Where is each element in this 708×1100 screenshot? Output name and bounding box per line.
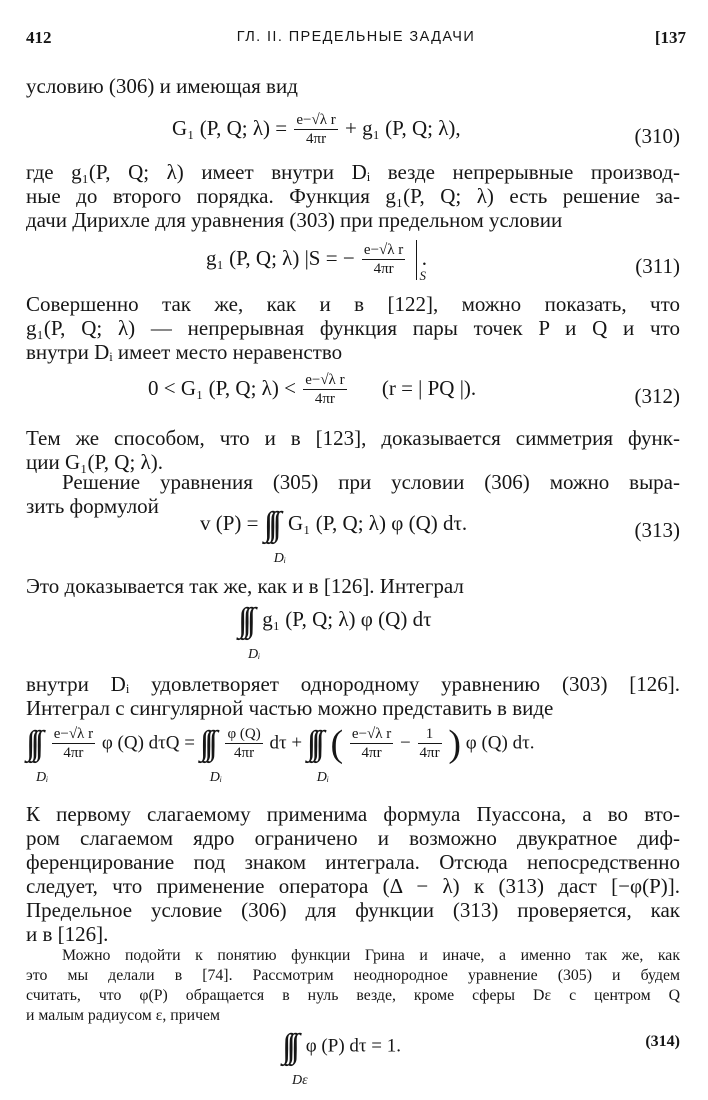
fraction-numerator: 1 <box>425 726 434 742</box>
text-line: следует, что применение оператора (Δ − λ) к (313) даст [−φ(P)]. <box>26 874 680 898</box>
fraction-denominator: 4πr <box>350 743 393 762</box>
fraction-numerator: φ (Q) <box>227 726 261 742</box>
fraction-denominator: 4πr <box>419 745 440 761</box>
term-tail: dτ + <box>269 732 303 754</box>
fraction <box>350 726 393 762</box>
eq-lhs: g₁ (P, Q; λ) |S = − <box>206 245 355 270</box>
text-line: зить формулой <box>26 494 159 518</box>
triple-integral-sign: ∫∫∫ Dᵢ <box>26 727 39 761</box>
equation-312 <box>148 372 476 408</box>
eq-tail: . <box>421 245 428 270</box>
left-paren: ( <box>330 723 344 765</box>
small-text-line: Можно подойти к понятию функции Грина и иначе, а именно так же, как <box>62 947 680 964</box>
text-line: условию (306) и имеющая вид <box>26 74 298 98</box>
fraction <box>362 242 405 278</box>
text-line: внутри Dᵢ удовлетворяет однородному уравнению (303) [126]. <box>26 672 680 696</box>
eq-lhs: v (P) = <box>200 510 259 535</box>
text-line: ференцирование под знаком интеграла. Отсюда непосредственно <box>26 850 680 874</box>
equation-number: (314) <box>645 1033 680 1050</box>
triple-integral-sign: ∫∫∫ Dᵢ <box>307 727 320 761</box>
text-line: Интеграл с сингулярной частью можно представить в виде <box>26 696 554 720</box>
integral-g1 <box>238 602 432 662</box>
running-header <box>26 28 686 50</box>
triple-integral-sign: ∫∫∫ Dᵢ <box>200 727 213 761</box>
fraction-denominator: 4πr <box>52 743 95 762</box>
integrand: g₁ (P, Q; λ) φ (Q) dτ <box>262 606 432 631</box>
fraction-numerator: e−√λ r <box>296 112 336 128</box>
integration-domain: Dᵢ <box>248 647 261 662</box>
text-line: К первому слагаемому применима формула Пуассона, а во вто- <box>26 802 680 826</box>
text-line: Тем же способом, что и в [123], доказывается симметрия функ- <box>26 426 680 450</box>
equation-number: (310) <box>634 124 680 148</box>
equation-number: (312) <box>634 384 680 408</box>
integration-domain: Dᵢ <box>316 770 330 785</box>
text-line: ные до второго порядка. Функция g₁(P, Q; λ) есть решение за- <box>26 184 680 208</box>
equation-314 <box>282 1028 401 1088</box>
page-number: 412 <box>26 28 52 47</box>
equation-number: (313) <box>634 518 680 542</box>
fraction-denominator: 4πr <box>225 743 262 762</box>
fraction-numerator: e−√λ r <box>305 372 345 388</box>
eq-lhs: G₁ (P, Q; λ) = <box>172 115 288 140</box>
text-line: Это доказывается так же, как и в [126]. Интеграл <box>26 574 464 598</box>
integrand: φ (P) dτ = 1. <box>305 1035 401 1057</box>
small-text-line: это мы делали в [74]. Рассмотрим неоднородное уравнение (305) и будем <box>26 967 680 984</box>
fraction-numerator: e−√λ r <box>351 726 392 742</box>
equation-313 <box>200 506 468 566</box>
integration-domain: Dᵢ <box>36 770 49 785</box>
triple-integral-sign: ∫∫∫ Dε <box>282 1030 295 1064</box>
equation-311 <box>206 240 428 283</box>
equation-number: (311) <box>635 254 680 278</box>
eq-lhs: 0 < G₁ (P, Q; λ) < <box>148 375 296 400</box>
fraction-numerator: e−√λ r <box>363 242 404 258</box>
integrand: G₁ (P, Q; λ) φ (Q) dτ. <box>287 510 468 535</box>
integration-domain: Dε <box>292 1073 308 1088</box>
text-line: и в [126]. <box>26 922 109 946</box>
text-line: g₁(P, Q; λ) — непрерывная функция пары точек P и Q и что <box>26 316 680 340</box>
eq-rhs: + g₁ (P, Q; λ), <box>344 115 461 140</box>
equation-310 <box>172 112 461 148</box>
text-line: где g₁(P, Q; λ) имеет внутри Dᵢ везде непрерывные производ- <box>26 160 680 184</box>
chapter-title: ГЛ. II. ПРЕДЕЛЬНЫЕ ЗАДАЧИ <box>236 29 476 45</box>
fraction-denominator: 4πr <box>303 389 346 408</box>
section-number: [137 <box>654 28 686 47</box>
triple-integral-sign: ∫∫∫ Dᵢ <box>264 508 277 542</box>
term-tail: φ (Q) dτ. <box>465 732 535 754</box>
eq-condition: (r = | PQ |). <box>381 375 477 400</box>
fraction-denominator: 4πr <box>362 259 405 278</box>
fraction <box>418 726 442 762</box>
fraction-numerator: e−√λ r <box>53 726 94 742</box>
term-tail: φ (Q) dτQ = <box>101 732 195 754</box>
evaluation-bar <box>416 240 427 283</box>
equation-singular-part <box>26 723 535 785</box>
fraction-denominator: 4πr <box>294 129 337 148</box>
integration-domain: Dᵢ <box>209 770 223 785</box>
fraction <box>294 112 337 148</box>
text-line: ции G₁(P, Q; λ). <box>26 450 163 474</box>
text-line: дачи Дирихле для уравнения (303) при предельном условии <box>26 208 563 232</box>
fraction <box>303 372 346 408</box>
integration-domain: Dᵢ <box>273 551 287 566</box>
text-line: Решение уравнения (305) при условии (306) можно выра- <box>62 470 680 494</box>
small-text-line: и малым радиусом ε, причем <box>26 1007 221 1024</box>
small-text-line: считать, что φ(P) обращается в нуль везде, кроме сферы Dε с центром Q <box>26 987 680 1004</box>
text-line: внутри Dᵢ имеет место неравенство <box>26 340 343 364</box>
text-line: ром слагаемом ядро ограничено и возможно двукратное диф- <box>26 826 680 850</box>
text-line: Предельное условие (306) для функции (313) проверяется, как <box>26 898 680 922</box>
minus-sign: − <box>400 732 411 754</box>
bar-subscript: S <box>419 268 427 283</box>
fraction <box>52 726 95 762</box>
fraction <box>225 726 262 762</box>
triple-integral-sign: ∫∫∫ Dᵢ <box>238 604 251 638</box>
right-paren: ) <box>448 723 461 765</box>
text-line: Совершенно так же, как и в [122], можно показать, что <box>26 292 680 316</box>
